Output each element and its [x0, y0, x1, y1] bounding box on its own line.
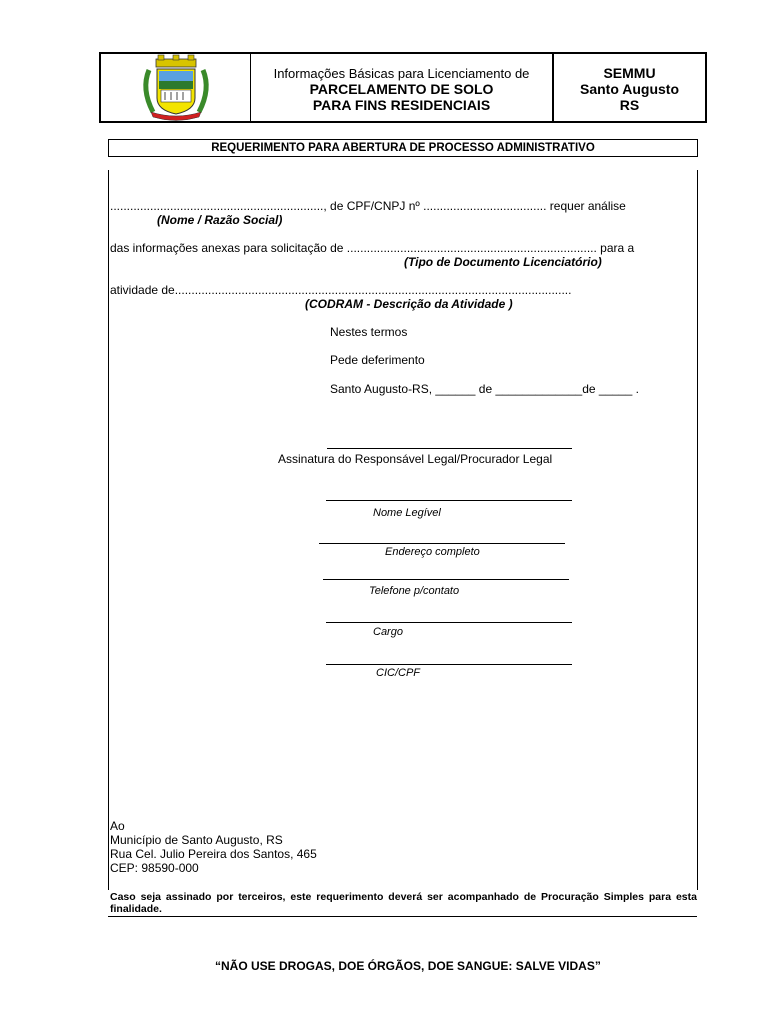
- header-line3: PARA FINS RESIDENCIAIS: [312, 97, 491, 113]
- header-org-cell: [554, 54, 705, 121]
- header-line2: PARCELAMENTO DE SOLO: [309, 81, 494, 97]
- address-line3: Rua Cel. Julio Pereira dos Santos, 465: [110, 847, 317, 861]
- note-underline: [108, 916, 697, 917]
- header-line1: Informações Básicas para Licenciamento de: [273, 66, 530, 81]
- body-line3: atividade de.......................................................................................................................: [110, 283, 572, 297]
- phone-field-label: Telefone p/contato: [369, 585, 460, 597]
- form-title: REQUERIMENTO PARA ABERTURA DE PROCESSO ADMINISTRATIVO: [108, 139, 698, 157]
- cpf-field-label: CIC/CPF: [376, 667, 420, 679]
- right-border: [697, 170, 698, 890]
- third-party-note: Caso seja assinado por terceiros, este requerimento deverá ser acompanhado de Procuração Simples para esta finalidade.: [110, 891, 697, 915]
- body-line2: das informações anexas para solicitação de ........................................................................... para a: [110, 241, 635, 255]
- phone-field-line[interactable]: [323, 579, 569, 580]
- name-field-label: Nome Legível: [373, 507, 441, 519]
- role-field-label: Cargo: [373, 626, 403, 638]
- address-line2: Município de Santo Augusto, RS: [110, 833, 283, 847]
- address-field-label: Endereço completo: [385, 546, 480, 558]
- left-border: [108, 170, 109, 890]
- role-field-line[interactable]: [326, 622, 572, 623]
- address-field-line[interactable]: [319, 543, 565, 544]
- name-field-line[interactable]: [326, 500, 572, 501]
- label-doc-type: (Tipo de Documento Licenciatório): [404, 255, 602, 269]
- slogan: “NÃO USE DROGAS, DOE ÓRGÃOS, DOE SANGUE: SALVE VIDAS”: [215, 959, 601, 973]
- label-name: (Nome / Razão Social): [157, 213, 283, 227]
- header-table: [99, 52, 707, 123]
- header-org-line3: RS: [619, 97, 640, 113]
- address-line1: Ao: [110, 819, 125, 833]
- coat-of-arms-icon: [101, 54, 251, 121]
- signature-line[interactable]: [327, 448, 572, 449]
- header-org-line2: Santo Augusto: [579, 81, 680, 97]
- header-title-cell: [251, 54, 554, 121]
- coat-of-arms-cell: [101, 54, 251, 121]
- body-line1: ................................................................, de CPF/CNPJ nº ..................................... requer análise: [110, 199, 626, 213]
- closing-terms: Nestes termos: [330, 325, 408, 339]
- closing-request: Pede deferimento: [330, 353, 425, 367]
- cpf-field-line[interactable]: [326, 664, 572, 665]
- signature-label: Assinatura do Responsável Legal/Procurador Legal: [278, 452, 553, 466]
- label-codram: (CODRAM - Descrição da Atividade ): [305, 297, 513, 311]
- place-date: Santo Augusto-RS, ______ de _____________de _____ .: [330, 382, 639, 396]
- header-org-line1: SEMMU: [603, 65, 656, 81]
- address-line4: CEP: 98590-000: [110, 861, 199, 875]
